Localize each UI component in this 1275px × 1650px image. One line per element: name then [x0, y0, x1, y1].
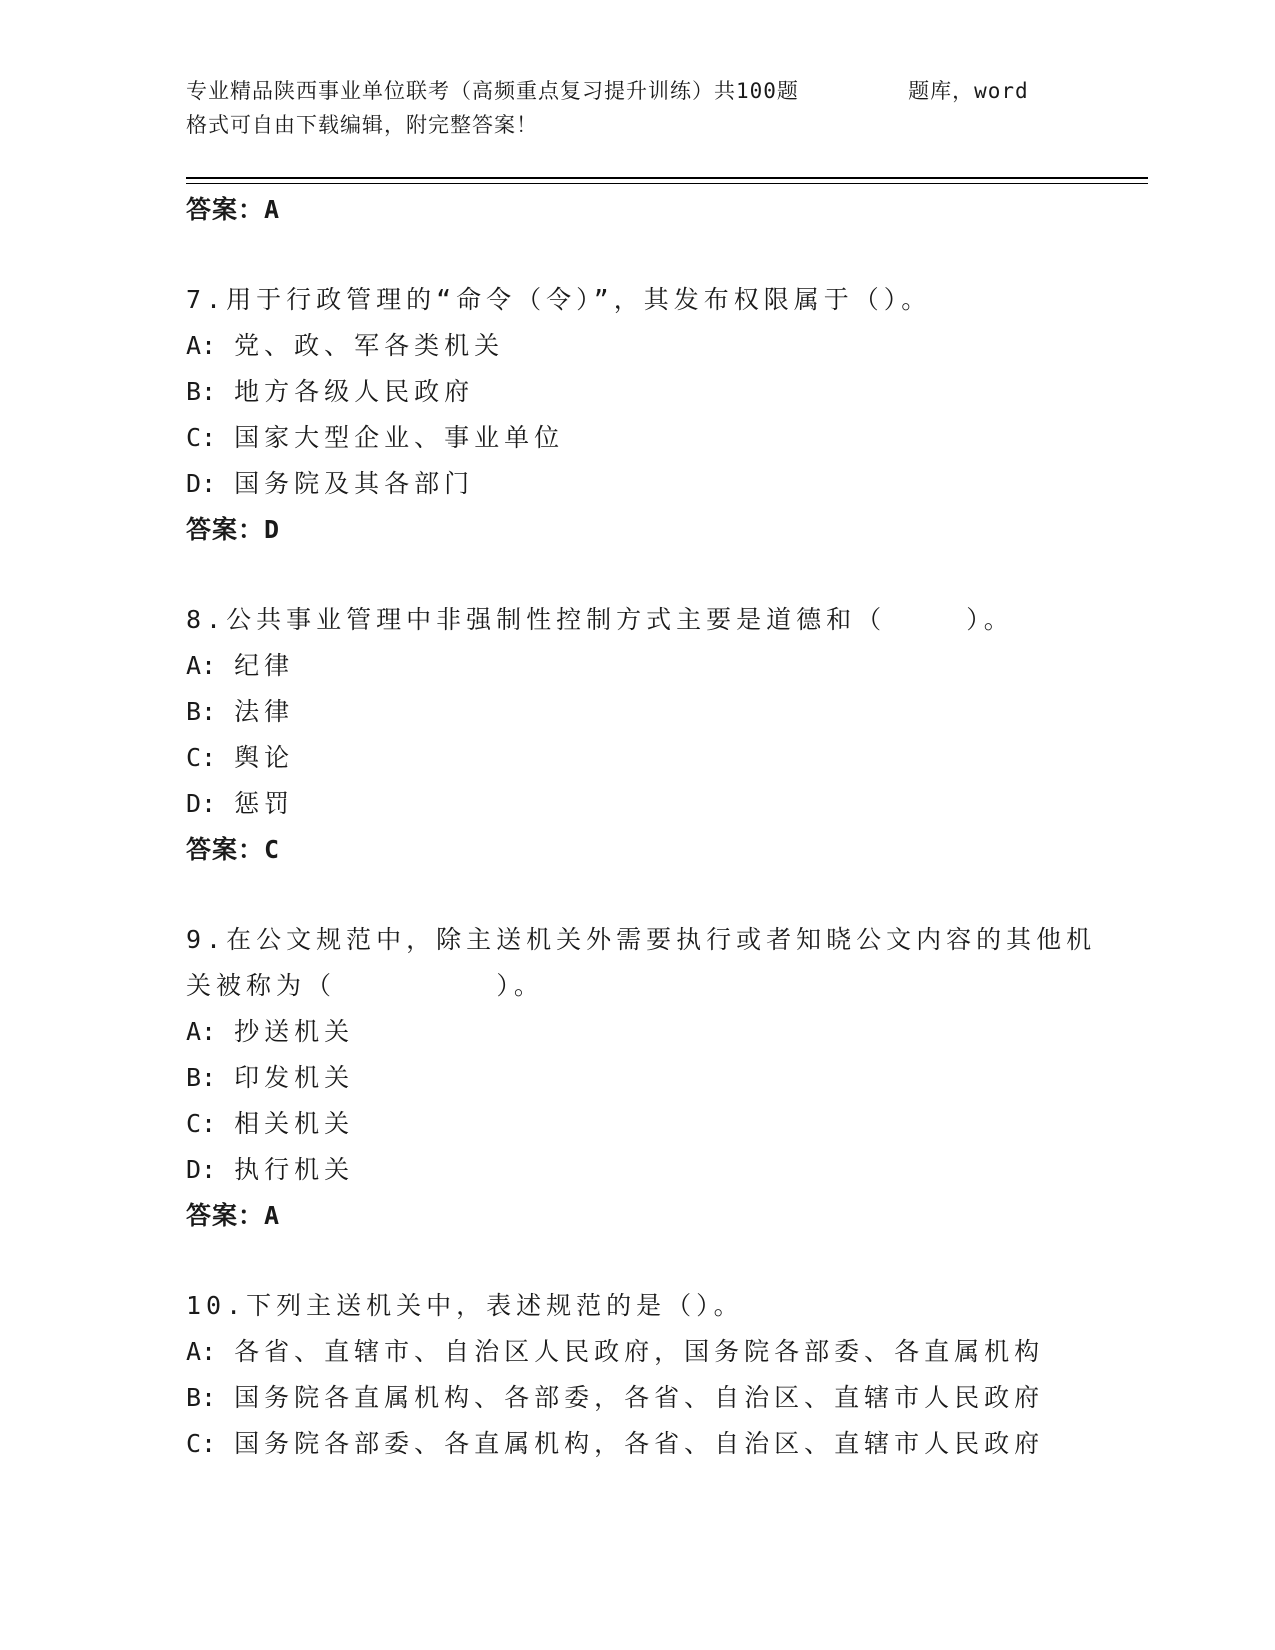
option-text: 法律 — [234, 697, 295, 726]
option-text: 相关机关 — [234, 1109, 355, 1138]
option-text: 地方各级人民政府 — [234, 377, 475, 406]
option-label: D: — [186, 469, 217, 498]
question-block — [186, 553, 1086, 873]
option-text: 国务院各部委、各直属机构，各省、自治区、直辖市人民政府 — [234, 1429, 1045, 1458]
option-label: A: — [186, 651, 217, 680]
option-a — [186, 1009, 1086, 1055]
option-d — [186, 781, 1086, 827]
option-text: 各省、直辖市、自治区人民政府，国务院各部委、各直属机构 — [234, 1337, 1045, 1366]
option-label: C: — [186, 423, 217, 452]
question-block — [186, 233, 1086, 553]
option-label: C: — [186, 1109, 217, 1138]
option-d — [186, 1147, 1086, 1193]
option-label: C: — [186, 1429, 217, 1458]
option-b — [186, 1055, 1086, 1101]
option-label: B: — [186, 377, 217, 406]
header-line-1: 专业精品陕西事业单位联考（高频重点复习提升训练）共100题 题库，word — [186, 79, 1029, 103]
answer-line: 答案：A — [186, 195, 281, 224]
document-header — [186, 74, 1086, 142]
option-label: D: — [186, 1155, 217, 1184]
question-text-continued: 关被称为（ ）。 — [186, 971, 544, 1000]
option-c — [186, 1101, 1086, 1147]
option-b — [186, 1375, 1086, 1421]
answer-line: 答案：A — [186, 1201, 281, 1230]
question-text: 9.在公文规范中，除主送机关外需要执行或者知晓公文内容的其他机 — [186, 925, 1097, 954]
option-text: 国家大型企业、事业单位 — [234, 423, 565, 452]
option-c — [186, 735, 1086, 781]
option-text: 印发机关 — [234, 1063, 355, 1092]
option-b — [186, 369, 1086, 415]
question-text: 8.公共事业管理中非强制性控制方式主要是道德和（ ）。 — [186, 605, 1014, 634]
option-label: C: — [186, 743, 217, 772]
option-label: B: — [186, 1063, 217, 1092]
option-a — [186, 1329, 1086, 1375]
option-text: 惩罚 — [234, 789, 295, 818]
option-label: D: — [186, 789, 217, 818]
option-c — [186, 415, 1086, 461]
question-block — [186, 1239, 1086, 1467]
header-line-2: 格式可自由下载编辑，附完整答案！ — [186, 113, 538, 137]
question-text: 10.下列主送机关中，表述规范的是（）。 — [186, 1291, 744, 1320]
option-a — [186, 323, 1086, 369]
option-label: A: — [186, 1017, 217, 1046]
option-d — [186, 461, 1086, 507]
option-label: B: — [186, 1383, 217, 1412]
option-label: A: — [186, 331, 217, 360]
option-text: 国务院及其各部门 — [234, 469, 475, 498]
option-text: 纪律 — [234, 651, 295, 680]
header-divider-thin — [186, 183, 1148, 184]
answer-line: 答案：D — [186, 515, 281, 544]
option-text: 国务院各直属机构、各部委，各省、自治区、直辖市人民政府 — [234, 1383, 1045, 1412]
option-label: B: — [186, 697, 217, 726]
option-label: A: — [186, 1337, 217, 1366]
answer-line: 答案：C — [186, 835, 281, 864]
option-text: 党、政、军各类机关 — [234, 331, 505, 360]
option-text: 抄送机关 — [234, 1017, 355, 1046]
option-c — [186, 1421, 1086, 1467]
question-text: 7.用于行政管理的“命令（令）”，其发布权限属于（）。 — [186, 285, 932, 314]
header-divider-thick — [186, 177, 1148, 179]
option-a — [186, 643, 1086, 689]
question-list — [186, 187, 1097, 1467]
question-block — [186, 873, 1097, 1239]
option-b — [186, 689, 1086, 735]
option-text: 执行机关 — [234, 1155, 355, 1184]
option-text: 舆论 — [234, 743, 295, 772]
